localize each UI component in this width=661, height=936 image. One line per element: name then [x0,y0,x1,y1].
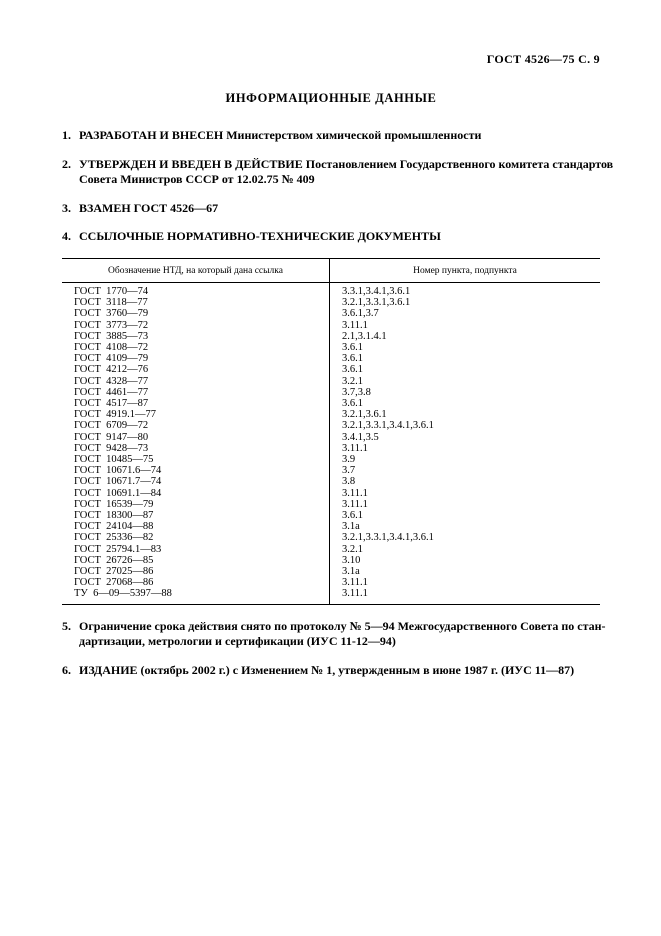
table-row [62,331,600,342]
item-text: УТВЕРЖДЕН И ВВЕДЕН В ДЕЙСТВИЕ Постановлением Государственного комитета стандартов Совета Министров СССР от 12.02.75 № 409 [79,156,614,187]
table-body [62,283,600,604]
cell-designation: ГОСТ 4109—79 [62,353,330,364]
cell-clause: 3.6.1 [342,510,363,522]
cell-clause: 3.11.1 [342,588,368,600]
table-row [62,342,600,353]
cell-designation: ГОСТ 9147—80 [62,432,330,443]
cell-designation: ГОСТ 27068—86 [62,577,330,588]
table-row [62,376,600,387]
cell-designation: ГОСТ 4517—87 [62,398,330,409]
item-text: РАЗРАБОТАН И ВНЕСЕН Министерством химической промышленности [79,128,482,142]
cell-clause: 3.2.1 [342,375,363,387]
cell-designation: ГОСТ 4108—72 [62,342,330,353]
cell-designation: ГОСТ 4461—77 [62,387,330,398]
cell-clause: 3.2.1,3.3.1,3.4.1,3.6.1 [342,532,434,544]
cell-designation: ГОСТ 27025—86 [62,566,330,577]
table-header-row [62,259,600,283]
table-row [62,297,600,308]
table-row [62,499,600,510]
cell-designation: ГОСТ 4212—76 [62,364,330,375]
item-number: 2. [62,156,71,171]
item-text: ССЫЛОЧНЫЕ НОРМАТИВНО-ТЕХНИЧЕСКИЕ ДОКУМЕНТЫ [79,229,441,244]
cell-clause: 3.1а [342,521,360,533]
cell-designation: ГОСТ 3760—79 [62,308,330,319]
items-bottom-section [62,618,606,679]
cell-clause: 3.7 [342,465,356,477]
item-number: 5. [62,618,71,633]
table-row [62,387,600,398]
cell-clause: 2.1,3.1.4.1 [342,330,387,342]
item-4 [62,229,600,245]
item-1 [62,128,600,144]
cell-designation: ГОСТ 3773—72 [62,320,330,331]
table-row [62,443,600,454]
table-row [62,465,600,476]
cell-clause: 3.6.1 [342,398,363,409]
table-row [62,488,600,499]
item-2 [62,156,614,188]
cell-clause: 3.1а [342,566,360,578]
item-6 [62,663,600,679]
cell-clause: 3.6.1 [342,364,363,376]
cell-clause: 3.11.1 [342,442,368,454]
item-number: 6. [62,662,71,677]
table-row [62,532,600,543]
cell-clause: 3.6.1,3.7 [342,308,379,320]
item-text: ИЗДАНИЕ (октябрь 2002 г.) с Изменением № 1, утвержденным в июне 1987 г. (ИУС 11—87) [79,662,575,677]
table-row [62,454,600,465]
table-row [62,510,600,521]
page-header-reference: ГОСТ 4526—75 С. 9 [486,52,600,66]
cell-clause: 3.4.1,3.5 [342,431,379,443]
item-text: Ограничение срока действия снято по протоколу № 5—94 Межгосударственного Совета по стан- дартизации, метрологии и сертификации (ИУС 11-12—94) [79,618,606,649]
cell-designation: ГОСТ 4919.1—77 [62,409,330,420]
table-row [62,588,600,603]
table-row [62,544,600,555]
table-row [62,308,600,319]
cell-clause: 3.2.1,3.6.1 [342,409,387,421]
table-row [62,521,600,532]
cell-clause: 3.2.1,3.3.1,3.4.1,3.6.1 [342,420,434,432]
cell-designation: ГОСТ 10671.7—74 [62,476,330,487]
cell-designation: ГОСТ 10671.6—74 [62,465,330,476]
cell-clause: 3.2.1 [342,543,363,555]
cell-clause: 3.11.1 [342,319,368,331]
table-row [62,566,600,577]
document-title: ИНФОРМАЦИОННЫЕ ДАННЫЕ [225,91,437,105]
table-row [62,398,600,409]
cell-designation: ГОСТ 4328—77 [62,376,330,387]
table-row [62,577,600,588]
table-row [62,476,600,487]
cell-clause: 3.7,3.8 [342,386,371,398]
cell-clause: 3.9 [342,454,356,466]
cell-designation: ТУ 6—09—5397—88 [62,588,330,603]
cell-clause: 3.11.1 [342,498,368,510]
item-number: 4. [62,229,71,244]
reference-documents-table [62,258,600,605]
cell-designation: ГОСТ 25336—82 [62,532,330,543]
cell-designation: ГОСТ 16539—79 [62,499,330,510]
cell-designation: ГОСТ 1770—74 [62,283,330,297]
cell-designation: ГОСТ 3885—73 [62,331,330,342]
cell-clause: 3.6.1 [342,353,363,365]
cell-designation: ГОСТ 10485—75 [62,454,330,465]
table-row [62,420,600,431]
cell-clause: 3.8 [342,476,356,488]
cell-clause: 3.3.1,3.4.1,3.6.1 [342,285,411,297]
item-text: ВЗАМЕН ГОСТ 4526—67 [79,200,219,215]
table-row [62,283,600,297]
cell-designation: ГОСТ 18300—87 [62,510,330,521]
table-row [62,364,600,375]
item-number: 3. [62,200,71,215]
cell-designation: ГОСТ 26726—85 [62,555,330,566]
item-number: 1. [62,128,71,142]
cell-clause: 3.11.1 [342,487,368,499]
table-header-designation: Обозначение НТД, на который дана ссылка [62,259,330,282]
cell-clause: 3.10 [342,554,361,566]
items-top-section [62,128,614,245]
cell-designation: ГОСТ 24104—88 [62,521,330,532]
cell-designation: ГОСТ 6709—72 [62,420,330,431]
table-row [62,432,600,443]
cell-designation: ГОСТ 10691.1—84 [62,488,330,499]
item-3 [62,201,600,217]
cell-designation: ГОСТ 25794.1—83 [62,544,330,555]
table-header-clause: Номер пункта, подпункта [413,265,517,276]
table-row [62,555,600,566]
cell-clause: 3.11.1 [342,577,368,589]
cell-designation: ГОСТ 9428—73 [62,443,330,454]
table-row [62,353,600,364]
cell-clause: 3.6.1 [342,341,363,353]
table-row [62,409,600,420]
item-5 [62,618,606,650]
cell-clause: 3.2.1,3.3.1,3.6.1 [342,297,411,309]
table-row [62,320,600,331]
cell-designation: ГОСТ 3118—77 [62,297,330,308]
